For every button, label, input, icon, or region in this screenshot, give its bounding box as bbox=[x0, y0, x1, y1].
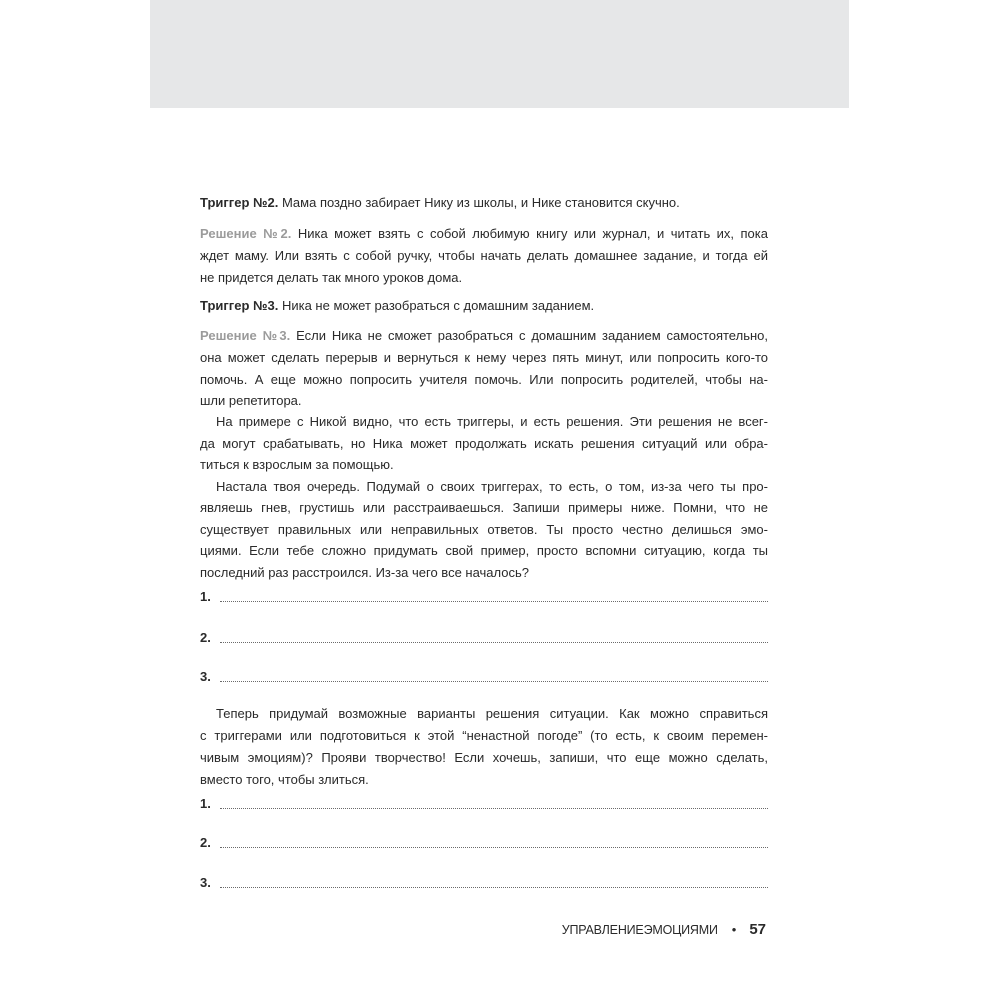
trigger-2-text: Мама поздно забирает Нику из школы, и Нике становится скучно. bbox=[281, 195, 680, 210]
solution-2-text: Ника может взять с собой любимую книгу или журнал, и читать их, пока bbox=[297, 226, 768, 241]
footer-separator: • bbox=[731, 922, 737, 937]
solution-3-line: помочь. А еще можно попросить учителя помочь. Или попросить родителей, чтобы на- bbox=[200, 372, 768, 387]
solution-answer-3-number: 3. bbox=[200, 875, 211, 890]
trigger-3-label: Триггер №3. bbox=[200, 298, 279, 313]
paragraph-2-line: последний раз расстроился. Из-за чего все началось? bbox=[200, 565, 529, 580]
solution-2-line: не придется делать так много уроков дома. bbox=[200, 270, 463, 285]
solution-3-line bbox=[200, 327, 768, 344]
solution-answer-1-number: 1. bbox=[200, 796, 211, 811]
paragraph-3-line: с триггерами или подготовиться к этой “ненастной погоде” (то есть, к своим перемен- bbox=[200, 728, 768, 743]
page-number: 57 bbox=[749, 921, 766, 938]
paragraph-1-line: На примере с Никой видно, что есть триггеры, и есть решения. Эти решения не всег- bbox=[216, 414, 768, 429]
paragraph-2-line: существует правильных или неправильных ответов. Ты просто честно делишься эмо- bbox=[200, 522, 768, 537]
running-title: УПРАВЛЕНИЕЭМОЦИЯМИ bbox=[561, 923, 718, 937]
solution-answer-2-number: 2. bbox=[200, 835, 211, 850]
paragraph-1-line: да могут срабатывать, но Ника может продолжать искать решения ситуаций или обра- bbox=[200, 436, 768, 451]
paragraph-2-line: являешь гнев, грустишь или расстраиваешься. Запиши примеры ниже. Помни, что не bbox=[200, 500, 768, 515]
trigger-3-text: Ника не может разобраться с домашним заданием. bbox=[281, 298, 595, 313]
paragraph-3-line: вместо того, чтобы злиться. bbox=[200, 772, 369, 787]
solution-3-line: она может сделать перерыв и вернуться к нему через пять минут, или попросить кого-то bbox=[200, 350, 768, 365]
paragraph-2-line: Настала твоя очередь. Подумай о своих триггерах, то есть, о том, из-за чего ты про- bbox=[216, 479, 768, 494]
page-footer bbox=[562, 921, 766, 939]
solution-answer-2-dotted-line bbox=[220, 847, 768, 848]
answer-2-dotted-line bbox=[220, 642, 768, 643]
solution-3-line: шли репетитора. bbox=[200, 393, 302, 408]
paragraph-3-line: Теперь придумай возможные варианты решения ситуации. Как можно справиться bbox=[216, 706, 768, 721]
solution-2-line: ждет маму. Или взять с собой ручку, чтобы начать делать домашнее задание, и тогда ей bbox=[200, 248, 768, 263]
trigger-2-label: Триггер №2. bbox=[200, 195, 279, 210]
solution-3-label: Решение №3. bbox=[200, 328, 291, 343]
header-band bbox=[150, 0, 849, 108]
trigger-2-line bbox=[200, 194, 768, 211]
answer-1-number: 1. bbox=[200, 589, 211, 604]
answer-3-number: 3. bbox=[200, 669, 211, 684]
solution-2-line bbox=[200, 225, 768, 242]
solution-3-text: Если Ника не сможет разобраться с домашним заданием самостоятельно, bbox=[296, 328, 768, 343]
paragraph-3-line: чивым эмоциям)? Прояви творчество! Если хочешь, запиши, что еще можно сделать, bbox=[200, 750, 768, 765]
trigger-3-line bbox=[200, 297, 768, 314]
answer-2-number: 2. bbox=[200, 630, 211, 645]
solution-answer-1-dotted-line bbox=[220, 808, 768, 809]
paragraph-2-line: циями. Если тебе сложно придумать свой пример, просто вспомни ситуацию, когда ты bbox=[200, 543, 768, 558]
paragraph-1-line: титься к взрослым за помощью. bbox=[200, 457, 394, 472]
answer-3-dotted-line bbox=[220, 681, 768, 682]
solution-answer-3-dotted-line bbox=[220, 887, 768, 888]
answer-1-dotted-line bbox=[220, 601, 768, 602]
solution-2-label: Решение №2. bbox=[200, 226, 292, 241]
